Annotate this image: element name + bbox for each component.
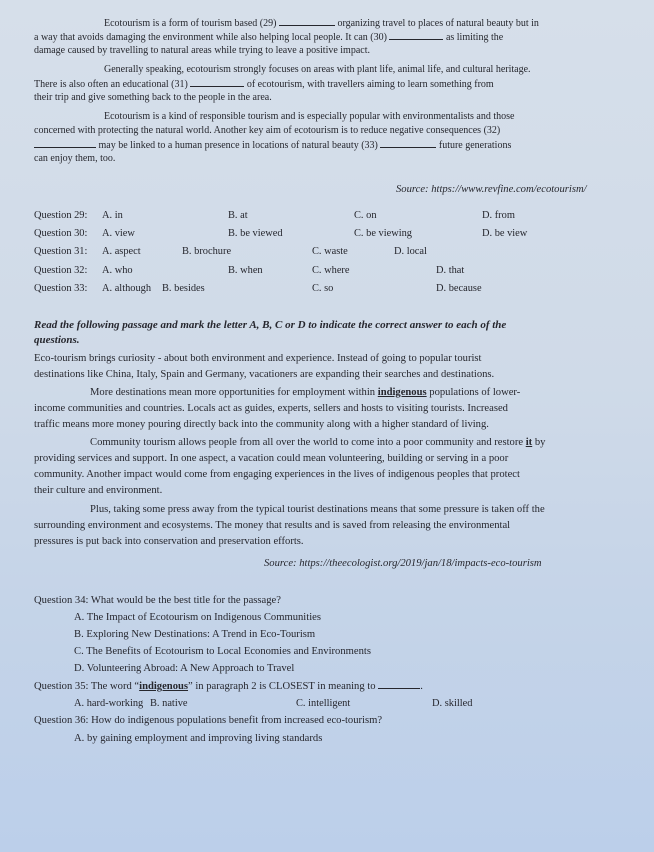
q35-option-c[interactable]: C. intelligent [296, 698, 351, 709]
keyword-it: it [525, 437, 533, 448]
q33-label: Question 33: [34, 283, 88, 294]
q29-option-d[interactable]: D. from [482, 210, 515, 221]
passage1-line-4: Generally speaking, ecotourism strongly focuses on areas with plant life, animal life, and cultural heritage. [104, 64, 531, 75]
q33-option-c[interactable]: C. so [312, 283, 334, 294]
q35-option-d[interactable]: D. skilled [432, 698, 473, 709]
q33-option-d[interactable]: D. because [436, 283, 482, 294]
q31-label: Question 31: [34, 246, 88, 257]
reading-instruction-line-2: questions. [34, 334, 80, 346]
blank-33[interactable] [380, 138, 436, 148]
reading-instruction-line-1: Read the following passage and mark the letter A, B, C or D to indicate the correct answer to each of the [34, 319, 507, 331]
q30-option-b[interactable]: B. be viewed [228, 228, 283, 239]
q29-option-a[interactable]: A. in [102, 210, 123, 221]
passage1-line-7: Ecotourism is a kind of responsible tourism and is especially popular with environmentalists and those [104, 111, 515, 122]
q29-label: Question 29: [34, 210, 88, 221]
passage2-p3-line-3: community. Another impact would come from engaging experiences in the lives of indigenous peoples that protect [34, 469, 520, 480]
q35-option-b[interactable]: B. native [150, 698, 188, 709]
q29-option-b[interactable]: B. at [228, 210, 248, 221]
q32-option-d[interactable]: D. that [436, 265, 465, 276]
blank-30[interactable] [389, 30, 443, 40]
blank-31[interactable] [190, 77, 244, 87]
q33-option-a[interactable]: A. although [102, 283, 152, 294]
passage1-line-6: their trip and give something back to the people in the area. [34, 92, 272, 103]
q29-option-c[interactable]: C. on [354, 210, 377, 221]
passage2-p3-line-1: Community tourism allows people from all over the world to come into a poor community and restore it by [90, 437, 546, 448]
q34-option-c[interactable]: C. The Benefits of Ecotourism to Local Economies and Environments [74, 646, 371, 657]
passage2-source: Source: https://theecologist.org/2019/jan/18/impacts-eco-tourism [264, 558, 542, 569]
blank-32[interactable] [34, 138, 96, 148]
passage1-line-2: a way that avoids damaging the environment while also helping local people. It can (30) as limiting the [34, 32, 504, 43]
q30-option-c[interactable]: C. be viewing [354, 228, 413, 239]
q30-label: Question 30: [34, 228, 88, 239]
passage2-p1-line-1: Eco-tourism brings curiosity - about both environment and experience. Instead of going to popular tourist [34, 353, 482, 364]
q33-option-b[interactable]: B. besides [162, 283, 205, 294]
passage2-p2-line-3: traffic means more money pouring directly back into the community along with a higher standard of living. [34, 419, 489, 430]
q34-option-a[interactable]: A. The Impact of Ecotourism on Indigenous Communities [74, 612, 321, 623]
q32-label: Question 32: [34, 265, 88, 276]
q30-option-d[interactable]: D. be view [482, 228, 528, 239]
q35-option-a[interactable]: A. hard-working [74, 698, 144, 709]
q31-option-b[interactable]: B. brochure [182, 246, 232, 257]
q32-option-b[interactable]: B. when [228, 265, 263, 276]
keyword-indigenous: indigenous [377, 387, 427, 398]
passage2-p1-line-2: destinations like China, Italy, Spain and Germany, vacationers are expanding their searches and destinations. [34, 369, 495, 380]
passage2-p3-line-2: providing services and support. In one aspect, a vacation could mean volunteering, building or serving in a poor [34, 453, 509, 464]
q31-option-d[interactable]: D. local [394, 246, 427, 257]
passage2-p2-line-2: income communities and countries. Locals act as guides, experts, sellers and hosts to visiting tourists. Increased [34, 403, 508, 414]
passage1-line-1: Ecotourism is a form of tourism based (29) organizing travel to places of natural beauty but in [104, 18, 539, 29]
q35-keyword: indigenous [139, 681, 189, 692]
passage1-source: Source: https://www.revfine.com/ecotourism/ [396, 184, 587, 195]
passage1-line-3: damage caused by travelling to natural areas while trying to leave a positive impact. [34, 45, 370, 56]
q36-stem: Question 36: How do indigenous populations benefit from increased eco-tourism? [34, 715, 383, 726]
passage2-p2-line-1: More destinations mean more opportunities for employment within indigenous populations of lower- [90, 387, 521, 398]
passage2-p4-line-3: pressures is put back into conservation and preservation efforts. [34, 536, 304, 547]
passage1-line-10: can enjoy them, too. [34, 153, 116, 164]
q36-option-a[interactable]: A. by gaining employment and improving living standards [74, 733, 323, 744]
blank-29[interactable] [279, 16, 335, 26]
q31-option-a[interactable]: A. aspect [102, 246, 141, 257]
q32-option-c[interactable]: C. where [312, 265, 350, 276]
q31-option-c[interactable]: C. waste [312, 246, 348, 257]
q32-option-a[interactable]: A. who [102, 265, 133, 276]
passage2-p4-line-2: surrounding environment and ecosystems. The money that results and is saved from releasing the environmental [34, 520, 511, 531]
passage2-p3-line-4: their culture and environment. [34, 485, 163, 496]
q35-answer-blank[interactable] [378, 679, 420, 689]
passage1-line-8: concerned with protecting the natural world. Another key aim of ecotourism is to reduce negative consequences (32) [34, 125, 501, 136]
q34-stem: Question 34: What would be the best title for the passage? [34, 595, 281, 606]
passage2-p4-line-1: Plus, taking some press away from the typical tourist destinations means that some pressure is taken off the [90, 504, 545, 515]
q34-option-d[interactable]: D. Volunteering Abroad: A New Approach to Travel [74, 663, 295, 674]
passage1-line-5: There is also often an educational (31) of ecotourism, with travellers aiming to learn something from [34, 79, 494, 90]
q35-stem: Question 35: The word “indigenous” in paragraph 2 is CLOSEST in meaning to . [34, 681, 423, 692]
q34-option-b[interactable]: B. Exploring New Destinations: A Trend in Eco-Tourism [74, 629, 316, 640]
q30-option-a[interactable]: A. view [102, 228, 135, 239]
passage1-line-9: may be linked to a human presence in locations of natural beauty (33) future generations [34, 138, 511, 152]
